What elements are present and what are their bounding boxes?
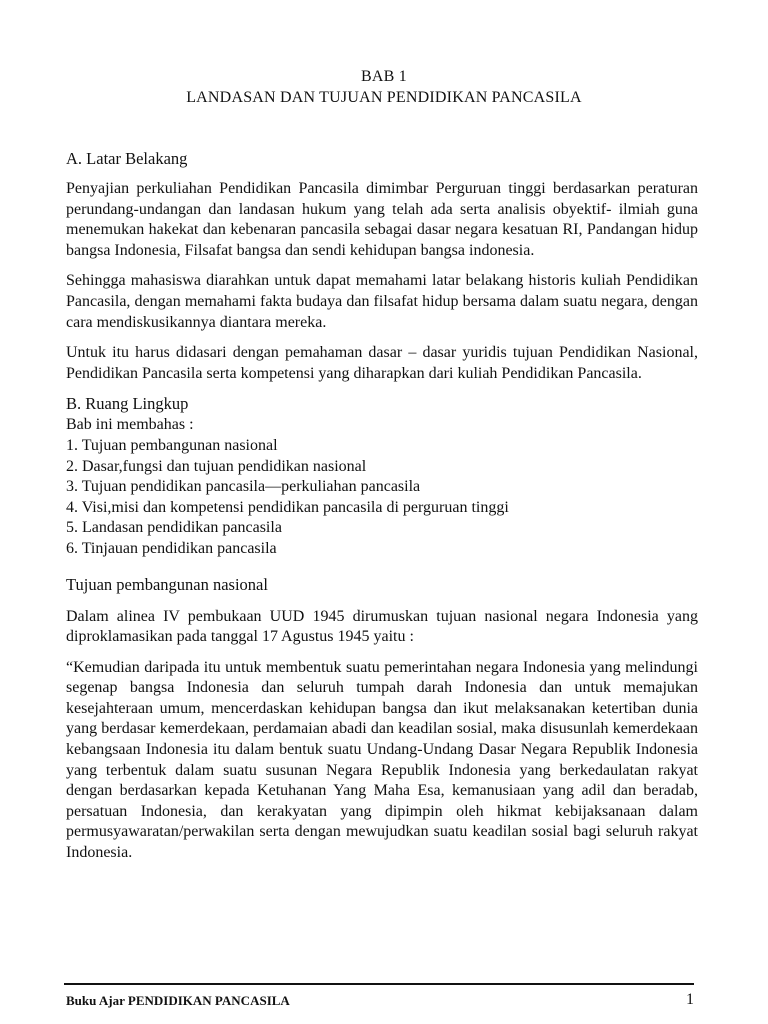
chapter-title-block [0,66,768,108]
list-item: 5. Landasan pendidikan pancasila [66,519,282,537]
section-heading-latar-belakang: A. Latar Belakang [66,149,188,168]
scope-list [66,436,698,560]
chapter-title: LANDASAN DAN TUJUAN PENDIDIKAN PANCASILA [186,89,582,106]
list-item: 1. Tujuan pembangunan nasional [66,436,278,454]
list-item: 6. Tinjauan pendidikan pancasila [66,539,277,557]
section-intro: Bab ini membahas : [66,416,194,434]
list-item: 4. Visi,misi dan kompetensi pendidikan pancasila di perguruan tinggi [66,498,509,516]
footer-book-title: Buku Ajar PENDIDIKAN PANCASILA [66,993,290,1008]
paragraph: Sehingga mahasiswa diarahkan untuk dapat memahami latar belakang historis kuliah Pendidikan Pancasila, dengan memahami fakta budaya dan filsafat hidup bersama dalam suatu negara, dengan cara mendiskusikannya diantara mereka. [66,272,698,331]
chapter-number: BAB 1 [361,68,407,85]
paragraph: Penyajian perkuliahan Pendidikan Pancasila dimimbar Perguruan tinggi berdasarkan peraturan perundang-undangan dan landasan hukum yang telah ada serta analisis obyektif- ilmiah guna menemukan hakekat dan kebenaran pancasila sebagai dasar negara kesatuan RI, Pandangan hidup bangsa Indonesia, Filsafat bangsa dan sendi kehidupan bangsa indonesia. [66,180,698,259]
page-number: 1 [686,991,694,1008]
quote-paragraph: “Kemudian daripada itu untuk membentuk suatu pemerintahan negara Indonesia yang melindungi segenap bangsa Indonesia dan seluruh tumpah darah Indonesia dan untuk memajukan kesejahteraan umum, mencerdaskan kehidupan bangsa dan ikut melaksanakan ketertiban dunia yang berdasar kemerdekaan, perdamaian abadi dan keadilan sosial, maka disusunlah kemerdekaan kebangsaan Indonesia itu dalam bentuk suatu Undang-Undang Dasar Negara Republik Indonesia yang terbentuk dalam suatu susunan Negara Republik Indonesia yang berkedaulatan rakyat dengan berdasarkan kepada Ketuhanan Yang Maha Esa, kemanusiaan yang adil dan beradab, persatuan Indonesia, dan kerakyatan yang dipimpin oleh hikmat kebijaksanaan dalam permusyawaratan/perwakilan serta dengan mewujudkan suatu keadilan sosial bagi seluruh rakyat Indonesia. [66,658,698,862]
paragraph: Untuk itu harus didasari dengan pemahaman dasar – dasar yuridis tujuan Pendidikan Nasional, Pendidikan Pancasila serta kompetensi yang diharapkan dari kuliah Pendidikan Pancasila. [66,344,698,382]
subsection-heading-tujuan-pembangunan: Tujuan pembangunan nasional [66,574,268,594]
paragraph: Dalam alinea IV pembukaan UUD 1945 dirumuskan tujuan nasional negara Indonesia yang diproklamasikan pada tanggal 17 Agustus 1945 yaitu : [66,607,698,646]
document-body [66,148,698,864]
list-item: 2. Dasar,fungsi dan tujuan pendidikan nasional [66,457,367,475]
footer-divider [64,983,694,985]
list-item: 3. Tujuan pendidikan pancasila—perkuliahan pancasila [66,478,421,496]
section-heading-ruang-lingkup: B. Ruang Lingkup [66,394,189,414]
